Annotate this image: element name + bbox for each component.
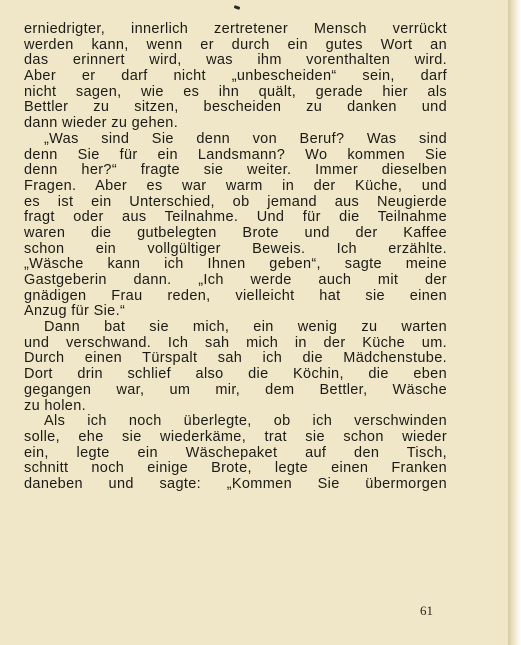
page-number: 61 xyxy=(420,603,433,618)
text-line: schnitt noch einige Brote, legte einen Franken xyxy=(24,460,447,477)
text-line: zu holen. xyxy=(24,397,86,414)
text-line: „Was sind Sie denn von Beruf? Was sind xyxy=(44,130,447,147)
text-line: fragt oder aus Teilnahme. Und für die Teilnahme xyxy=(24,209,447,226)
text-line: Als ich noch überlegte, ob ich verschwinden xyxy=(44,413,447,430)
text-line: Anzug für Sie.“ xyxy=(24,303,126,320)
text-line: das erinnert wird, was ihm vorenthalten wird. xyxy=(24,52,447,69)
text-line: waren die gutbelegten Brote und der Kaffee xyxy=(24,224,447,241)
text-line: Bettler zu sitzen, bescheiden zu danken und xyxy=(24,99,447,116)
text-line: ein, legte ein Wäschepaket auf den Tisch, xyxy=(24,444,447,461)
text-line: Aber er darf nicht „unbescheiden“ sein, darf xyxy=(24,68,447,85)
text-line: denn Sie für ein Landsmann? Wo kommen Sie xyxy=(24,146,447,163)
text-line: dann wieder zu gehen. xyxy=(24,115,179,132)
text-line: es ist ein Unterschied, ob jemand aus Neugierde xyxy=(24,193,447,210)
text-line: Gastgeberin dann. „Ich werde auch mit der xyxy=(24,272,447,288)
page-edge xyxy=(508,0,521,645)
text-line: werden kann, wenn er durch ein gutes Wort an xyxy=(24,36,447,53)
text-line: solle, ehe sie wiederkäme, trat sie schon wieder xyxy=(24,428,447,445)
text-line: nicht sagen, wie es ihn quält, gerade hier als xyxy=(24,83,447,100)
text-line: daneben und sagte: „Kommen Sie übermorgen xyxy=(24,475,447,492)
text-line: erniedrigter, innerlich zertretener Mensch verrückt xyxy=(24,21,447,37)
text-line: Fragen. Aber es war warm in der Küche, und xyxy=(24,177,447,194)
text-line: Dort drin schlief also die Köchin, die eben xyxy=(24,366,447,383)
text-line: gegangen war, um mir, dem Bettler, Wäsche xyxy=(24,381,447,398)
text-line: schon ein vollgültiger Beweis. Ich erzählte. xyxy=(24,240,447,257)
text-line: Durch einen Türspalt sah ich die Mädchenstube. xyxy=(24,350,447,367)
text-line: „Wäsche kann ich Ihnen geben“, sagte meine xyxy=(24,256,447,273)
ink-mark xyxy=(234,5,241,10)
text-line: denn her?“ fragte sie weiter. Immer dieselben xyxy=(24,162,447,179)
text-line: gnädigen Frau reden, vielleicht hat sie einen xyxy=(24,287,447,304)
text-line: und verschwand. Ich sah mich in der Küche um. xyxy=(24,334,447,351)
page-text xyxy=(24,22,447,493)
text-line: Dann bat sie mich, ein wenig zu warten xyxy=(44,319,447,336)
